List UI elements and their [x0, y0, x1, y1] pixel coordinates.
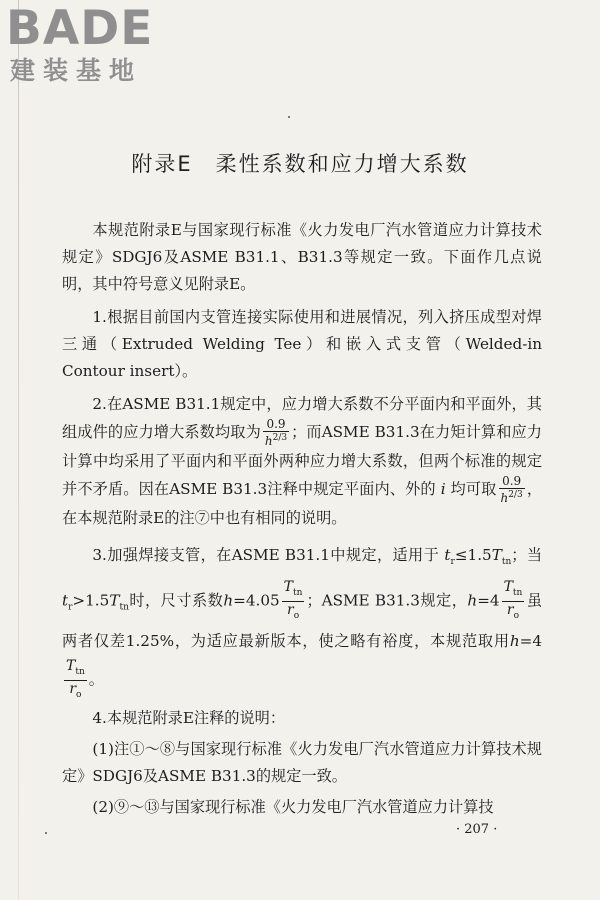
speck [45, 832, 47, 834]
subscript: tn [119, 602, 129, 613]
symbol-t: t [444, 546, 451, 564]
symbol-r: r [69, 681, 77, 698]
text: 2.在ASME B31.1规定中，应力增大系数不分平面内和平面外，其组成件的应力增大系数均取为 [62, 395, 542, 441]
text: ≤1.5 [454, 546, 492, 564]
watermark-logo [6, 1, 154, 88]
symbol-r: r [506, 601, 514, 618]
symbol-h: h [223, 591, 234, 610]
symbol-T: T [66, 658, 76, 675]
exponent: 2/3 [272, 433, 288, 443]
fraction-numerator [502, 579, 525, 602]
subscript: tn [501, 557, 512, 568]
text: =4 [519, 632, 542, 651]
fraction [64, 658, 87, 703]
subscript: o [76, 689, 82, 700]
fraction-denominator [502, 602, 525, 624]
symbol-T: T [503, 579, 513, 596]
symbol-t: t [62, 591, 69, 610]
text: ；ASME B31.3规定， [306, 591, 468, 610]
page-number: · 207 · [456, 822, 498, 837]
subscript: r [450, 557, 455, 568]
fraction [263, 418, 289, 448]
body-text [62, 217, 542, 825]
fraction-numerator [64, 658, 87, 681]
fraction-denominator [263, 432, 289, 448]
paragraph-4-2: (2)⑨～⑬与国家现行标准《火力发电厂汽水管道应力计算技 [92, 797, 494, 816]
subscript: r [68, 602, 73, 613]
text: 时，尺寸系数 [128, 591, 224, 610]
text: ；当 [511, 546, 543, 564]
fraction [499, 475, 525, 505]
subscript: o [293, 610, 300, 621]
page-title: 附录E 柔性系数和应力增大系数 [131, 152, 469, 176]
text: 虽两者仅差1.25%，为适应最新版本，使之略有裕度，本规范取用 [62, 591, 543, 651]
text: 3.加强焊接支管，在ASME B31.1中规定，适用于 [92, 546, 440, 564]
text: 。 [88, 670, 104, 689]
text: ；而ASME B31.3在力矩计算和应力计算中均采用了平面内和平面外两种应力增大系数，但两个标准的规定并不矛盾。因在ASME B31.3注释中规定平面内、外的 [62, 423, 542, 498]
paragraph-1: 1.根据目前国内支管连接实际使用和进展情况，列入挤压成型对焊三通（Extruded Welding Tee）和嵌入式支管（Welded-in Contour insert）。 [62, 308, 542, 380]
text: ，在本规范附录E的注⑦中也有相同的说明。 [62, 480, 543, 527]
fraction [502, 579, 525, 624]
subscript: o [513, 610, 520, 621]
paragraph-4-1: (1)注①～⑧与国家现行标准《火力发电厂汽水管道应力计算技术规定》SDGJ6及ASME B31.3的规定一致。 [62, 739, 542, 785]
symbol-h: h [264, 434, 273, 448]
symbol-T: T [491, 546, 502, 564]
text: >1.5 [72, 591, 110, 610]
logo-english: BADE [6, 1, 154, 56]
subscript: tn [75, 667, 85, 678]
text: =4 [477, 591, 500, 610]
subscript: tn [293, 587, 303, 598]
symbol-h: h [500, 491, 509, 505]
paragraph-3 [62, 538, 542, 703]
page-edge [18, 0, 19, 900]
symbol-h: h [509, 632, 520, 651]
fraction-denominator [64, 681, 87, 703]
paragraph-4: 4.本规范附录E注释的说明： [92, 708, 286, 727]
speck [288, 116, 290, 118]
logo-chinese: 建装基地 [10, 56, 143, 85]
fraction [282, 579, 305, 624]
paragraph-2 [62, 391, 542, 532]
fraction-denominator [282, 602, 305, 624]
symbol-i: i [440, 480, 446, 498]
fraction-numerator [282, 579, 305, 602]
fraction-numerator: 0.9 [499, 475, 525, 489]
symbol-r: r [286, 601, 294, 618]
symbol-T: T [109, 591, 120, 610]
fraction-denominator [499, 489, 525, 505]
subscript: tn [512, 587, 523, 598]
symbol-T: T [283, 579, 294, 596]
text: =4.05 [233, 591, 280, 610]
exponent: 2/3 [508, 490, 523, 500]
text: 均可取 [450, 480, 497, 498]
symbol-h: h [467, 591, 478, 610]
fraction-numerator: 0.9 [263, 418, 289, 432]
paragraph-intro: 本规范附录E与国家现行标准《火力发电厂汽水管道应力计算技术规定》SDGJ6及ASME B31.1、B31.3等规定一致。下面作几点说明，其中符号意义见附录E。 [62, 221, 542, 293]
